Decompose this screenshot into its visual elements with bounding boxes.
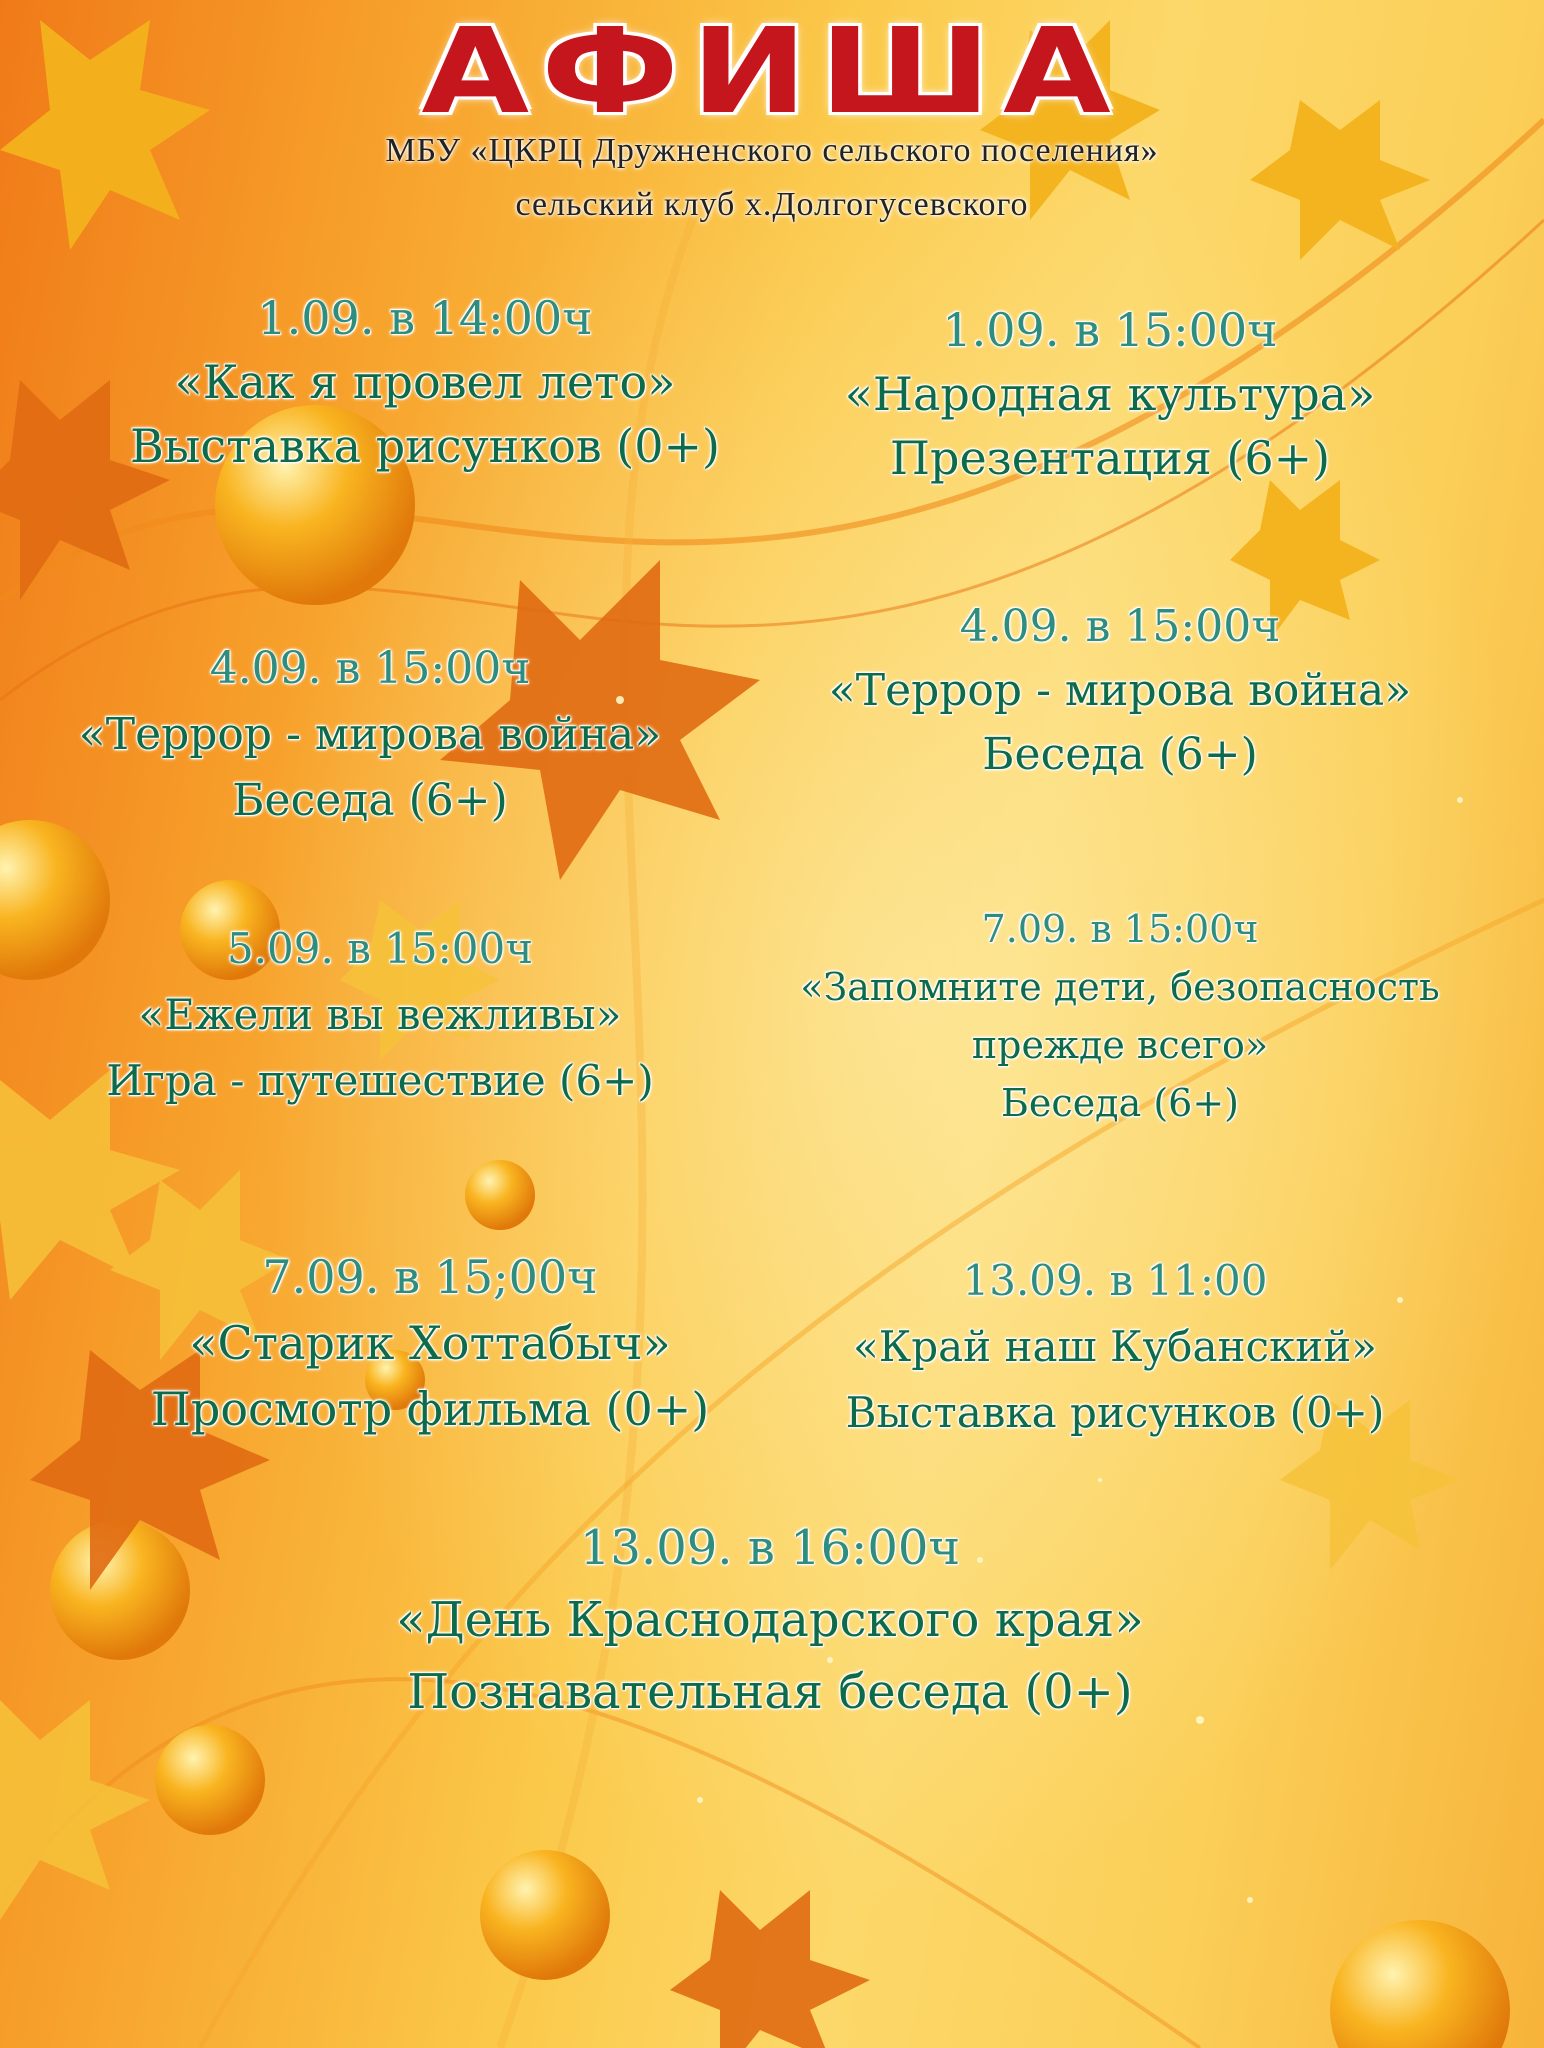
- event-type: Презентация (6+): [889, 431, 1331, 485]
- event-name: «Как я провел лето»: [174, 355, 676, 409]
- event-card: [30, 636, 710, 834]
- event-card: [770, 1248, 1460, 1446]
- event-name: «Террор - мирова война»: [828, 665, 1412, 716]
- event-date: 13.09. в 16:00ч: [579, 1520, 961, 1576]
- event-card: [750, 900, 1490, 1132]
- event-name: «День Краснодарского края»: [396, 1592, 1144, 1648]
- event-date: 7.09. в 15:00ч: [981, 907, 1259, 951]
- event-type: Выставка рисунков (0+): [129, 419, 720, 473]
- event-date: 4.09. в 15:00ч: [209, 643, 531, 694]
- event-name: «Край наш Кубанский»: [853, 1322, 1377, 1371]
- event-card: [40, 916, 720, 1114]
- event-date: 1.09. в 15:00ч: [942, 303, 1278, 357]
- event-card: [300, 1512, 1240, 1728]
- org-name: МБУ «ЦКРЦ Дружненского сельского поселения»: [385, 132, 1159, 169]
- event-name: «Террор - мирова война»: [78, 709, 662, 760]
- event-date: 1.09. в 14:00ч: [257, 291, 593, 345]
- club-name: сельский клуб х.Долгогусевского: [515, 186, 1029, 223]
- event-name: «Старик Хоттабыч»: [189, 1316, 671, 1370]
- event-date: 4.09. в 15:00ч: [959, 601, 1281, 652]
- event-card: [80, 286, 770, 478]
- event-type: Беседа (6+): [982, 729, 1258, 780]
- event-name-continued: прежде всего»: [971, 1023, 1269, 1067]
- event-type: Просмотр фильма (0+): [150, 1382, 710, 1436]
- event-type: Выставка рисунков (0+): [845, 1388, 1385, 1437]
- poster-title: АФИША: [421, 2, 1123, 140]
- event-type: Познавательная беседа (0+): [407, 1664, 1133, 1720]
- event-type: Игра - путешествие (6+): [106, 1056, 654, 1105]
- event-type: Беседа (6+): [1001, 1081, 1239, 1125]
- event-date: 13.09. в 11:00: [962, 1256, 1268, 1305]
- event-card: [80, 1244, 780, 1442]
- event-name: «Ежели вы вежливы»: [138, 990, 622, 1039]
- event-type: Беседа (6+): [232, 775, 508, 826]
- event-name: «Запомните дети, безопасность: [800, 965, 1440, 1009]
- event-date: 7.09. в 15;00ч: [262, 1250, 598, 1304]
- event-card: [760, 595, 1480, 787]
- event-date: 5.09. в 15:00ч: [226, 924, 534, 973]
- event-name: «Народная культура»: [844, 367, 1376, 421]
- event-card: [780, 298, 1440, 490]
